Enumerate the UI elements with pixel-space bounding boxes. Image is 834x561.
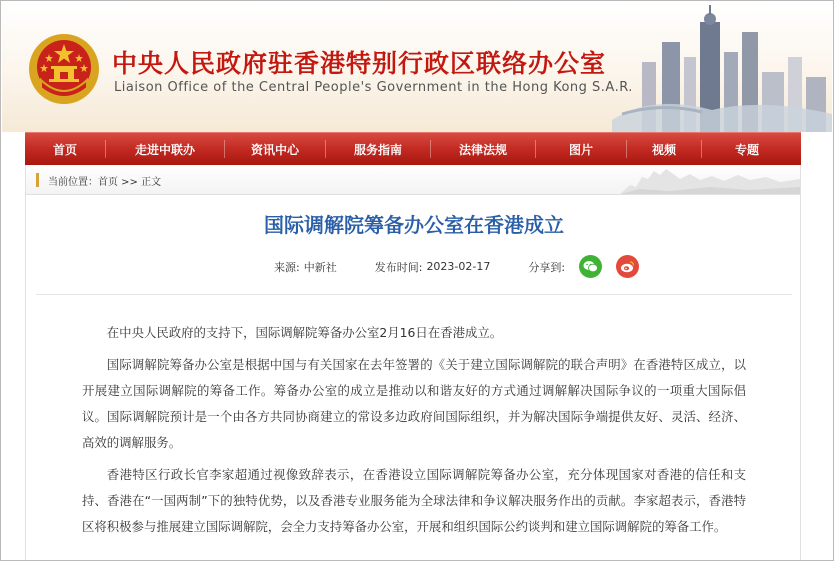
time-label: 发布时间: (374, 260, 423, 274)
nav-news[interactable]: 资讯中心 (250, 142, 299, 157)
share-label: 分享到: (528, 260, 566, 274)
nav-topics[interactable]: 专题 (734, 142, 759, 157)
nav-about[interactable]: 走进中联办 (134, 142, 195, 157)
site-title-cn: 中央人民政府驻香港特别行政区联络办公室 (112, 49, 607, 78)
nav-videos[interactable]: 视频 (651, 142, 676, 157)
source-label: 来源: (274, 260, 300, 274)
nav-services[interactable]: 服务指南 (353, 142, 402, 157)
nav-laws[interactable]: 法律法规 (458, 142, 507, 157)
meta-divider (36, 294, 792, 295)
national-emblem-icon (27, 32, 101, 106)
breadcrumb-marker (36, 173, 39, 187)
source-value: 中新社 (303, 260, 337, 274)
weibo-icon (620, 260, 635, 273)
breadcrumb-current: 正文 (141, 177, 162, 188)
article-title: 国际调解院筹备办公室在香港成立 (264, 213, 564, 237)
article-paragraph: 国际调解院筹备办公室是根据中国与有关国家在去年签署的《关于建立国际调解院的联合声明》在香港特区成立，以开展建立国际调解院的筹备工作。筹备办公室的成立是推动以和谐友好的方式通过调解解决国际争议的一项重大国际倡议。国际调解院预计是一个由各方共同协商建立的常设多边政府间国际组织，并为解决国际争端提供友好、灵活、经济、高效的调解服务。 (82, 357, 746, 450)
article-paragraph: 香港特区行政长官李家超通过视像致辞表示，在香港设立国际调解院筹备办公室，充分体现国家对香港的信任和支持、香港在“一国两制”下的独特优势，以及香港专业服务能为全球法律和争议解决服务作出的贡献。李家超表示，香港特区将积极参与推展建立国际调解院，会全力支持筹备办公室，开展和组织国际公约谈判和建立国际调解院的筹备工作。 (82, 467, 746, 534)
breadcrumb (25, 165, 801, 195)
article-meta (274, 255, 643, 278)
site-header (2, 2, 832, 132)
breadcrumb-home-link[interactable]: 首页 (98, 177, 118, 188)
wechat-share-button[interactable] (579, 255, 602, 278)
weibo-share-button[interactable] (616, 255, 639, 278)
article-paragraph: 在中央人民政府的支持下，国际调解院筹备办公室2月16日在香港成立。 (106, 325, 503, 340)
article-body (82, 320, 746, 546)
nav-home[interactable]: 首页 (52, 142, 77, 157)
nav-pictures[interactable]: 图片 (568, 142, 593, 157)
breadcrumb-separator: >> (118, 177, 142, 188)
article (25, 195, 801, 561)
site-title-en: Liaison Office of the Central People's Government in the Hong Kong S.A.R. (114, 80, 633, 95)
wechat-icon (583, 260, 598, 273)
breadcrumb-text (48, 173, 161, 188)
time-value: 2023-02-17 (426, 260, 491, 273)
breadcrumb-prefix: 当前位置： (48, 177, 98, 188)
breadcrumb-skyline-decoration (620, 165, 800, 194)
main-nav (25, 132, 801, 165)
hong-kong-skyline-illustration (572, 2, 832, 132)
